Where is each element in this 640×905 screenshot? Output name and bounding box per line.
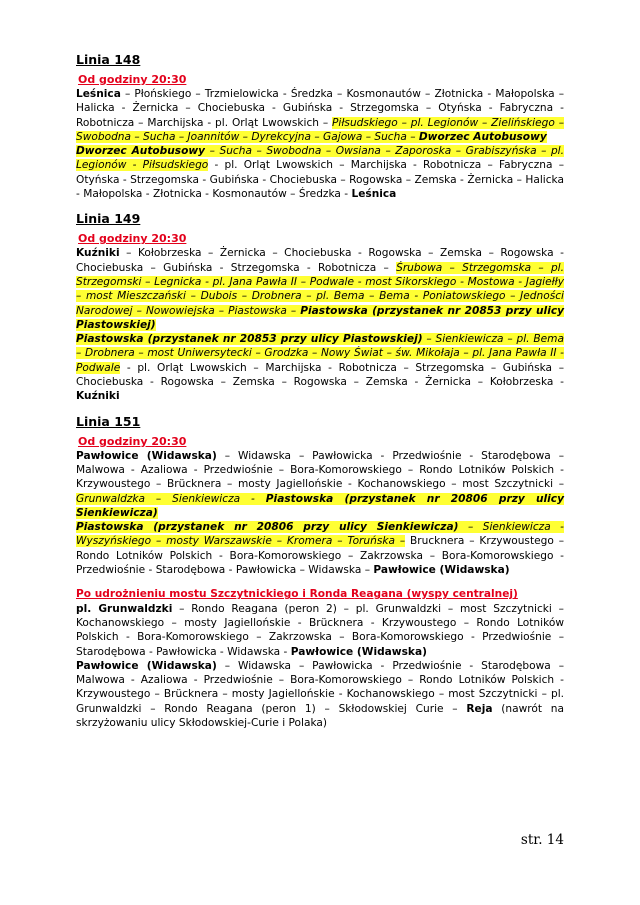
stop-name-bold: Pawłowice (Widawska)	[373, 564, 510, 577]
route-text: – Sucha – Swobodna – Owsiana – Zaporoska – Grabiszyńska – pl. Legionów - Piłsudskiego	[76, 145, 564, 172]
route-text: (nawrót na skrzyżowaniu ulicy Skłodowskiej-Curie i Polaka)	[76, 702, 564, 729]
section-title: Linia 148	[76, 52, 141, 67]
stop-name-bold: Kuźniki	[76, 247, 120, 260]
page-number: str. 14	[520, 832, 564, 848]
section-linia-148	[76, 52, 564, 201]
route-paragraph	[76, 449, 564, 520]
stop-name-bold: Kuźniki	[76, 390, 120, 403]
stop-name-bold: Leśnica	[76, 88, 121, 100]
stop-name-bold: Reja	[466, 702, 493, 715]
stop-name-bold: Pawłowice (Widawska)	[76, 449, 217, 462]
route-text: – Sienkiewicza – pl. Bema – Drobnera – most Uniwersytecki – Grodzka – Nowy Świat – św. Mikołaja – pl. Jana Pawła II - Podwale	[76, 333, 564, 374]
document-page	[76, 52, 564, 730]
route-paragraph	[76, 246, 564, 332]
stop-name-bold: Pawłowice (Widawska)	[76, 659, 217, 672]
route-text: - pl. Orląt Lwowskich – Marchijska - Robotnicza – Fabryczna – Otyńska - Strzegomska - Gubińska - Chociebuska – Rogowska – Zemska - Żernicka – Halicka - Małopolska - Złotnicka - Kosmonautów – Średzka -	[76, 159, 564, 201]
stop-name-bold: Pawłowice (Widawska)	[290, 645, 427, 658]
notice-section	[76, 587, 564, 730]
stop-name-bold: pl. Grunwaldzki	[76, 602, 173, 615]
section-title: Linia 151	[76, 413, 141, 429]
route-text: – Widawska – Pawłowicka - Przedwiośnie - Starodębowa – Malwowa - Azaliowa - Przedwiośnie – Bora-Komorowskiego – Rondo Lotników Polskich - Krzywoustego – Brücknera – mosty Jagiellońskie - Kochanowskiego – most Szczytnicki – pl. Grunwaldzki – Rondo Reagana (peron 1) – Skłodowskiej Curie –	[76, 659, 564, 715]
time-label: Od godziny 20:30	[78, 434, 187, 448]
route-text: - pl. Orląt Lwowskich – Marchijska - Robotnicza – Strzegomska – Gubińska – Chociebuska - Rogowska – Zemska – Rogowska – Zemska - Żernicka – Kołobrzeska -	[76, 361, 564, 389]
route-text: – Kołobrzeska – Żernicka – Chociebuska - Rogowska – Zemska – Rogowska - Chociebuska – Gubińska - Strzegomska - Robotnicza –	[76, 247, 564, 274]
section-linia-151	[76, 414, 564, 578]
route-paragraph	[76, 87, 564, 144]
route-paragraph	[76, 332, 564, 403]
section-title: Linia 149	[76, 211, 141, 227]
stop-name-bold: Piastowska (przystanek nr 20806 przy ulicy Sienkiewicza)	[76, 521, 459, 534]
route-text: – Widawska – Pawłowicka - Przedwiośnie - Starodębowa – Malwowa - Azaliowa - Przedwiośnie – Bora-Komorowskiego – Rondo Lotników Polskich - Krzywoustego – Brücknera – mosty Jagiellońskie - Kochanowskiego – most Szczytnicki –	[76, 449, 564, 491]
notice-title: Po udrożnieniu mostu Szczytnickiego i Ronda Reagana (wyspy centralnej)	[76, 588, 518, 601]
stop-name-bold: Dworzec Autobusowy	[418, 130, 547, 143]
stop-name-bold: Piastowska (przystanek nr 20853 przy ulicy Piastowskiej)	[76, 304, 565, 331]
stop-name-bold: Dworzec Autobusowy	[76, 145, 206, 158]
route-text: – Płońskiego – Trzmielowicka - Średzka – Kosmonautów – Złotnicka - Małopolska – Halicka - Żernicka – Chociebuska - Gubińska - Strzegomska – Otyńska - Fabryczna - Robotnicza – Marchijska - pl. Orląt Lwowskich –	[76, 88, 564, 129]
route-paragraph	[76, 659, 564, 730]
route-text: – Sienkiewicza - Wyszyńskiego – mosty Warszawskie – Kromera – Toruńska –	[76, 521, 564, 548]
route-text: Brucknera – Krzywoustego – Rondo Lotników Polskich - Bora-Komorowskiego – Zakrzowska – Bora-Komorowskiego - Przedwiośnie - Starodębowa - Pawłowicka – Widawska –	[76, 535, 564, 577]
route-paragraph	[76, 602, 564, 659]
route-paragraph	[76, 144, 564, 201]
stop-name-bold: Piastowska (przystanek nr 20806 przy ulicy Sienkiewicza)	[76, 492, 564, 519]
stop-name-bold: Piastowska (przystanek nr 20853 przy ulicy Piastowskiej)	[76, 333, 423, 346]
route-paragraph	[76, 520, 564, 577]
time-label: Od godziny 20:30	[78, 73, 187, 86]
route-text: Grunwaldzka – Sienkiewicza -	[76, 492, 266, 505]
stop-name-bold: Leśnica	[351, 188, 397, 201]
route-text: Śrubowa – Strzegomska – pl. Strzegomski – Legnicka - pl. Jana Pawła II – Podwale - most Sikorskiego - Mostowa - Jagiełły – most Mieszczański – Dubois – Drobnera – pl. Bema – Bema - Poniatowskiego – Jedności Narodowej – Nowowiejska – Piastowska –	[76, 261, 564, 317]
time-label: Od godziny 20:30	[78, 232, 187, 246]
section-linia-149	[76, 211, 564, 403]
route-text: Piłsudskiego – pl. Legionów – Zielińskiego – Swobodna – Sucha – Joannitów – Dyrekcyjna – Gajowa – Sucha –	[76, 116, 564, 143]
route-text: – Rondo Reagana (peron 2) – pl. Grunwaldzki – most Szczytnicki – Kochanowskiego – mosty Jagiellońskie - Brücknera - Krzywoustego – Rondo Lotników Polskich - Bora-Komorowskiego – Zakrzowska – Bora-Komorowskiego - Przedwiośnie – Starodębowa - Pawłowicka - Widawska -	[76, 602, 564, 658]
